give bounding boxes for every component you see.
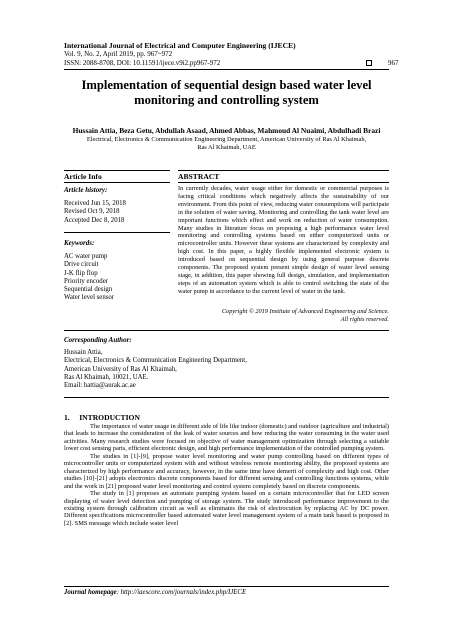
keyword-item: Drive circuit <box>64 261 99 269</box>
corresponding-line: American University of Ras Al Khaimah, <box>64 365 177 373</box>
square-icon <box>366 60 372 66</box>
keyword-item: J-K flip flop <box>64 269 98 277</box>
homepage-url[interactable]: : http://iaescore.com/journals/index.php/IJECE <box>116 589 247 596</box>
history-item: Accepted Dec 8, 2018 <box>64 216 125 224</box>
author-list: Hussain Attia, Beza Getu, Abdullah Asaad, Ahmed Abbas, Mahmoud Al Nuaimi, Abdulhadi Brazi <box>72 126 381 135</box>
section-heading-introduction: 1. INTRODUCTION <box>64 413 140 422</box>
affiliation <box>64 136 389 153</box>
keywords-heading: Keywords: <box>64 239 95 247</box>
journal-homepage <box>64 589 246 596</box>
corresponding-line: Email: hattia@aurak.ac.ae <box>64 382 136 390</box>
keywords-rule <box>64 232 170 233</box>
history-item: Received Jun 15, 2018 <box>64 200 126 207</box>
page-number: 967 <box>388 59 399 67</box>
abstract-top-rule <box>178 170 389 171</box>
keyword-item: AC water pump <box>64 253 108 260</box>
article-history-list <box>64 200 126 225</box>
corresponding-line: Electrical, Electronics & Communication Engineering Department, <box>64 357 247 365</box>
article-history-heading: Article history: <box>64 186 108 194</box>
homepage-label: Journal homepage <box>64 589 117 596</box>
paragraph: The importance of water usage in different side of life like indoor (domestic) and outdoor (agriculture and industrial) that leads to increase the consideration of the leak of water sources and how reducing the water consuming in the water used activities. Many research studies were focused on objective of water management optimization through selecting a suitable lower cost sensing parts, efficient electronic design, and high performance implementation of the controlled pumping system. <box>64 423 389 453</box>
introduction-body <box>64 423 389 527</box>
corresponding-author-block <box>64 349 247 390</box>
journal-volume-info: Vol. 9, No. 2, April 2019, pp. 967~972 <box>64 50 173 58</box>
copyright-notice <box>178 308 389 324</box>
corresponding-bottom-rule <box>64 397 389 398</box>
article-info-top-rule <box>64 170 170 171</box>
history-item: Revised Oct 9, 2018 <box>64 208 120 216</box>
paper-title-line: Implementation of sequential design based water level <box>81 78 372 92</box>
journal-name: International Journal of Electrical and Computer Engineering (IJECE) <box>64 41 296 50</box>
corresponding-line: Hussain Attia, <box>64 349 103 356</box>
paper-title <box>64 78 389 108</box>
article-info-rule <box>64 182 170 183</box>
affiliation-line: Electrical, Electronics & Communication Engineering Department, American University of Ras Al Khaimah, <box>86 136 367 143</box>
article-info-heading: Article Info <box>64 172 102 181</box>
keyword-item: Water level sensor <box>64 294 115 302</box>
header-rule <box>64 69 389 70</box>
paper-title-line: monitoring and controlling system <box>134 93 319 107</box>
corresponding-top-rule <box>64 330 389 331</box>
affiliation-line: Ras Al Khaimah, UAE <box>197 144 256 152</box>
abstract-body: In currently decades, water usage either for domestic or commercial purposes is facing critical conditions which negatively affects the sustainability of our environment. From this point of view, reducing water consumptions will participate in the solution of water saving. Monitoring and controlling the tank water level are important functions which effect and work on reduction of water consumption. Many studies in literature focus on proposing a high performance water level monitoring and controlling systems based on either computerized units or microcontroller units. However these systems are characterized by complexity and high cost. In this paper, a highly flexible implemented electronic system is introduced based on sequential design by using general purpose discrete components. The proposed system present simple design of water level sensing stage, in addition, this paper showing full design, simulation, and implementation steps of an automation system which is able to control switching the state of the water pump in accordance to the current level of water in the tank. <box>178 185 389 295</box>
paragraph: The studies in [1]-[9], propose water level monitoring and water pump controlling based on different types of microcontroller units or computerized system with and without wireless remote monitoring ability, the proposed systems are characterized by high performance and accuracy, however, in the same time have demerit of complexity and high cost. Other studies [10]-[21] adopts electronics discrete components based for different sensing and controlling functions systems, while and the work in [21] proposed water level monitoring and control system completely based on discrete components. <box>64 452 389 490</box>
keywords-list <box>64 253 114 303</box>
footer-rule <box>64 586 389 587</box>
corresponding-author-heading: Corresponding Author: <box>64 336 132 344</box>
keyword-item: Priority encoder <box>64 277 108 285</box>
paragraph: The study in [1] proposes an automate pumping system based on a certain microcontroller that for LED screen displaying of water level detection and pumping of storage system. The study introduced performance improvement to the existing system through calibration circuit as well as eliminates the risk of electrocution by replacing AC by DC power. Different specifications microcontroller based automated water level management system of a main tank based is proposed in [2]. SMS message which include water level <box>64 490 389 527</box>
abstract-heading: ABSTRACT <box>178 172 220 181</box>
copyright-line: All rights reserved. <box>340 316 389 323</box>
journal-issn-doi: ISSN: 2088-8708, DOI: 10.11591/ijece.v9i2.pp967-972 <box>64 59 221 67</box>
keyword-item: Sequential design <box>64 286 113 294</box>
abstract-rule <box>178 182 389 183</box>
copyright-line: Copyright © 2019 Institute of Advanced Engineering and Science. <box>221 308 389 315</box>
corresponding-line: Ras Al Khaimah, 10021, UAE. <box>64 373 149 381</box>
